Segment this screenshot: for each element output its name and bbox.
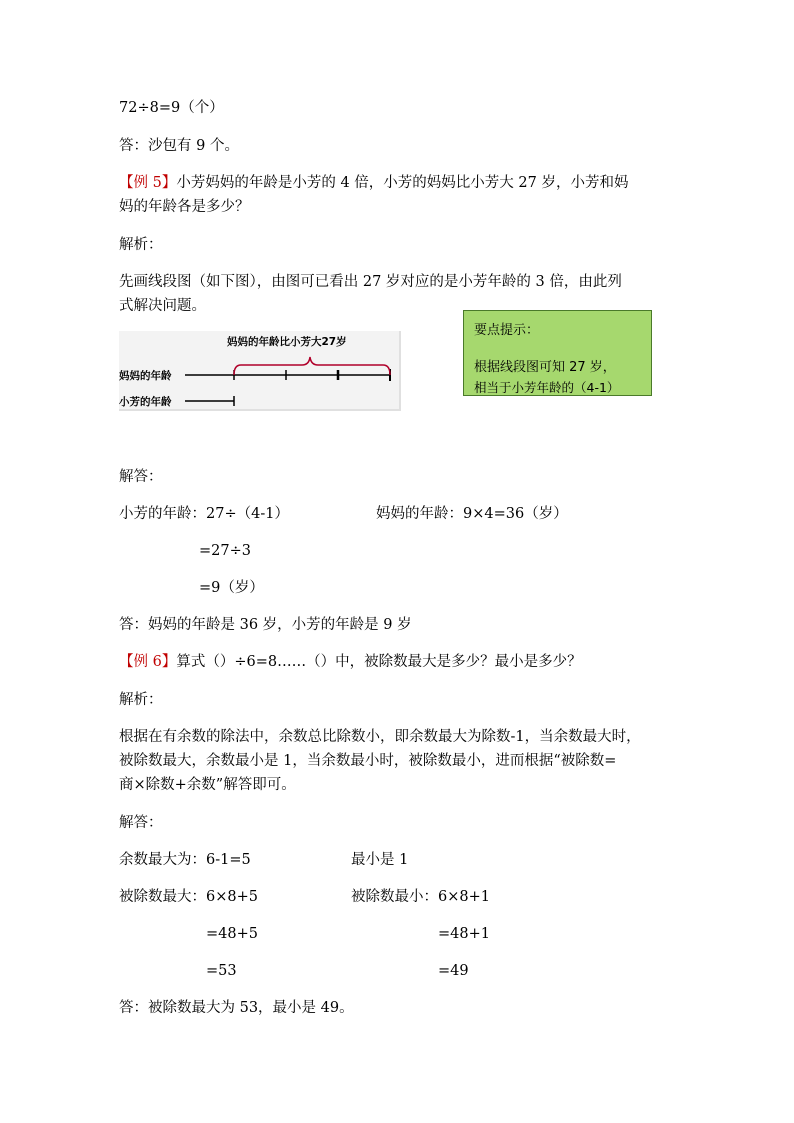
tip-title: 要点提示： — [474, 323, 540, 338]
example-5-tag: 【例 5】 — [119, 175, 177, 191]
calc-step-1: =27÷3 — [199, 543, 251, 559]
difference-brace — [234, 357, 390, 375]
xiaofang-age-calc: 小芳的年龄：27÷（4-1） — [119, 506, 289, 522]
example-6-analysis-label: 解析： — [119, 692, 163, 708]
tip-line-1: 根据线段图可知 27 岁， — [474, 360, 616, 375]
remainder-max: 余数最大为：6-1=5 — [119, 852, 251, 868]
dividend-min-calc: 被除数最小：6×8+1 — [351, 889, 490, 905]
mom-age-label: 妈妈的年龄 — [119, 370, 172, 382]
min-step-2: =49 — [438, 963, 469, 979]
max-step-1: =48+5 — [206, 926, 258, 942]
example-5-question — [119, 173, 628, 193]
calc-step-2: =9（岁） — [199, 580, 264, 596]
example-6-analysis-2: 被除数最大，余数最小是 1，当余数最小时，被除数最小，进而根据“被除数= — [119, 753, 617, 769]
example-6-solution-label: 解答： — [119, 815, 163, 831]
example-6-analysis-3: 商×除数+余数”解答即可。 — [119, 777, 296, 793]
tip-box — [463, 310, 652, 396]
dividend-max-calc: 被除数最大：6×8+5 — [119, 889, 258, 905]
example-5-question-cont: 妈的年龄各是多少？ — [119, 199, 250, 215]
example-5-question-text: 小芳妈妈的年龄是小芳的 4 倍，小芳的妈妈比小芳大 27 岁，小芳和妈 — [176, 175, 629, 191]
difference-label: 妈妈的年龄比小芳大27岁 — [227, 336, 347, 348]
xiaofang-age-label: 小芳的年龄 — [119, 396, 172, 408]
mom-age-calc: 妈妈的年龄：9×4=36（岁） — [376, 506, 568, 522]
line-segment-diagram — [119, 331, 401, 411]
min-step-1: =48+1 — [438, 926, 490, 942]
example-5-analysis-label: 解析： — [119, 237, 163, 253]
example-6-question — [119, 652, 582, 672]
example-5-analysis-1: 先画线段图（如下图），由图可已看出 27 岁对应的是小芳年龄的 3 倍，由此列 — [119, 274, 622, 290]
example-6-question-text: 算式（）÷6=8……（）中，被除数最大是多少？最小是多少？ — [176, 654, 582, 670]
example-5-solution-label: 解答： — [119, 469, 163, 485]
example-5-analysis-2: 式解决问题。 — [119, 298, 206, 314]
example-6-tag: 【例 6】 — [119, 654, 177, 670]
example-6-analysis-1: 根据在有余数的除法中，余数总比除数小，即余数最大为除数-1，当余数最大时， — [119, 729, 641, 745]
max-step-2: =53 — [206, 963, 237, 979]
remainder-min: 最小是 1 — [351, 852, 409, 868]
calc-line: 72÷8=9（个） — [119, 100, 224, 116]
example-6-answer: 答：被除数最大为 53，最小是 49。 — [119, 1000, 354, 1016]
answer-line: 答：沙包有 9 个。 — [119, 138, 239, 154]
example-5-answer: 答：妈妈的年龄是 36 岁，小芳的年龄是 9 岁 — [119, 617, 412, 633]
tip-line-2: 相当于小芳年龄的（4-1） — [474, 380, 620, 395]
